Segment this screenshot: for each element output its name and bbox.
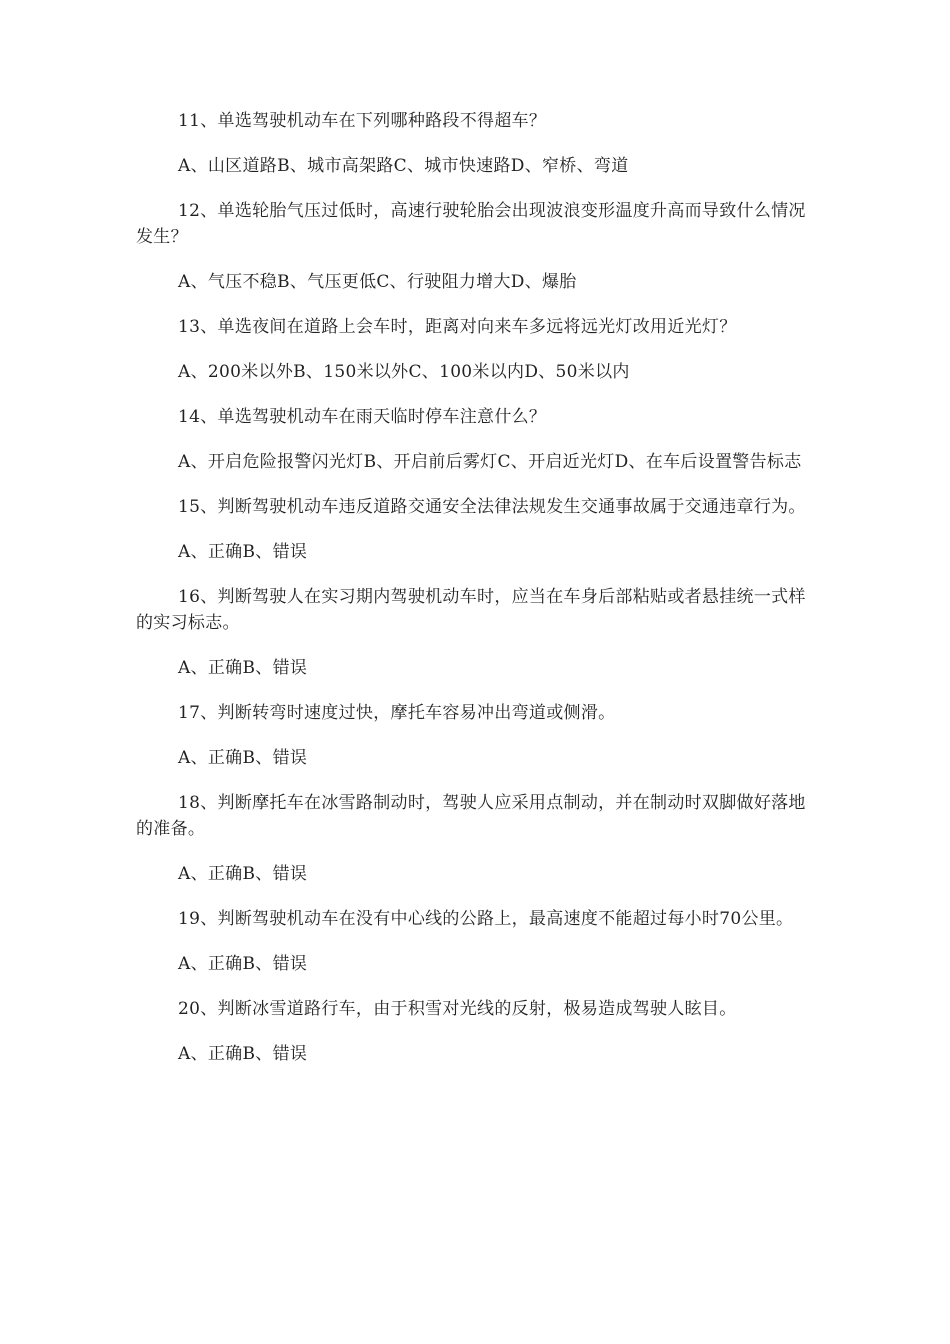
question-11: 11、单选驾驶机动车在下列哪种路段不得超车？	[178, 111, 547, 131]
question-19: 19、判断驾驶机动车在没有中心线的公路上，最高速度不能超过每小时70公里。	[178, 909, 794, 929]
options-17: A、正确B、错误	[178, 748, 308, 768]
options-19: A、正确B、错误	[178, 954, 308, 974]
question-14: 14、单选驾驶机动车在雨天临时停车注意什么？	[178, 407, 547, 427]
options-13: A、200米以外B、150米以外C、100米以内D、50米以内	[178, 362, 630, 382]
options-11: A、山区道路B、城市高架路C、城市快速路D、窄桥、弯道	[178, 156, 629, 176]
options-16: A、正确B、错误	[178, 658, 308, 678]
question-20: 20、判断冰雪道路行车，由于积雪对光线的反射，极易造成驾驶人眩目。	[178, 999, 737, 1019]
question-16: 16、判断驾驶人在实习期内驾驶机动车时，应当在车身后部粘贴或者悬挂统一式样的实习标志。	[136, 587, 806, 633]
options-12: A、气压不稳B、气压更低C、行驶阻力增大D、爆胎	[178, 272, 577, 292]
question-18: 18、判断摩托车在冰雪路制动时，驾驶人应采用点制动，并在制动时双脚做好落地的准备。	[136, 793, 806, 839]
question-17: 17、判断转弯时速度过快，摩托车容易冲出弯道或侧滑。	[178, 703, 616, 723]
options-18: A、正确B、错误	[178, 864, 308, 884]
options-20: A、正确B、错误	[178, 1044, 308, 1064]
question-15: 15、判断驾驶机动车违反道路交通安全法律法规发生交通事故属于交通违章行为。	[178, 497, 806, 517]
options-14: A、开启危险报警闪光灯B、开启前后雾灯C、开启近光灯D、在车后设置警告标志	[178, 452, 802, 472]
question-12: 12、单选轮胎气压过低时，高速行驶轮胎会出现波浪变形温度升高而导致什么情况发生？	[136, 201, 806, 247]
question-list	[136, 108, 818, 1086]
options-15: A、正确B、错误	[178, 542, 308, 562]
question-13: 13、单选夜间在道路上会车时，距离对向来车多远将远光灯改用近光灯？	[178, 317, 737, 337]
